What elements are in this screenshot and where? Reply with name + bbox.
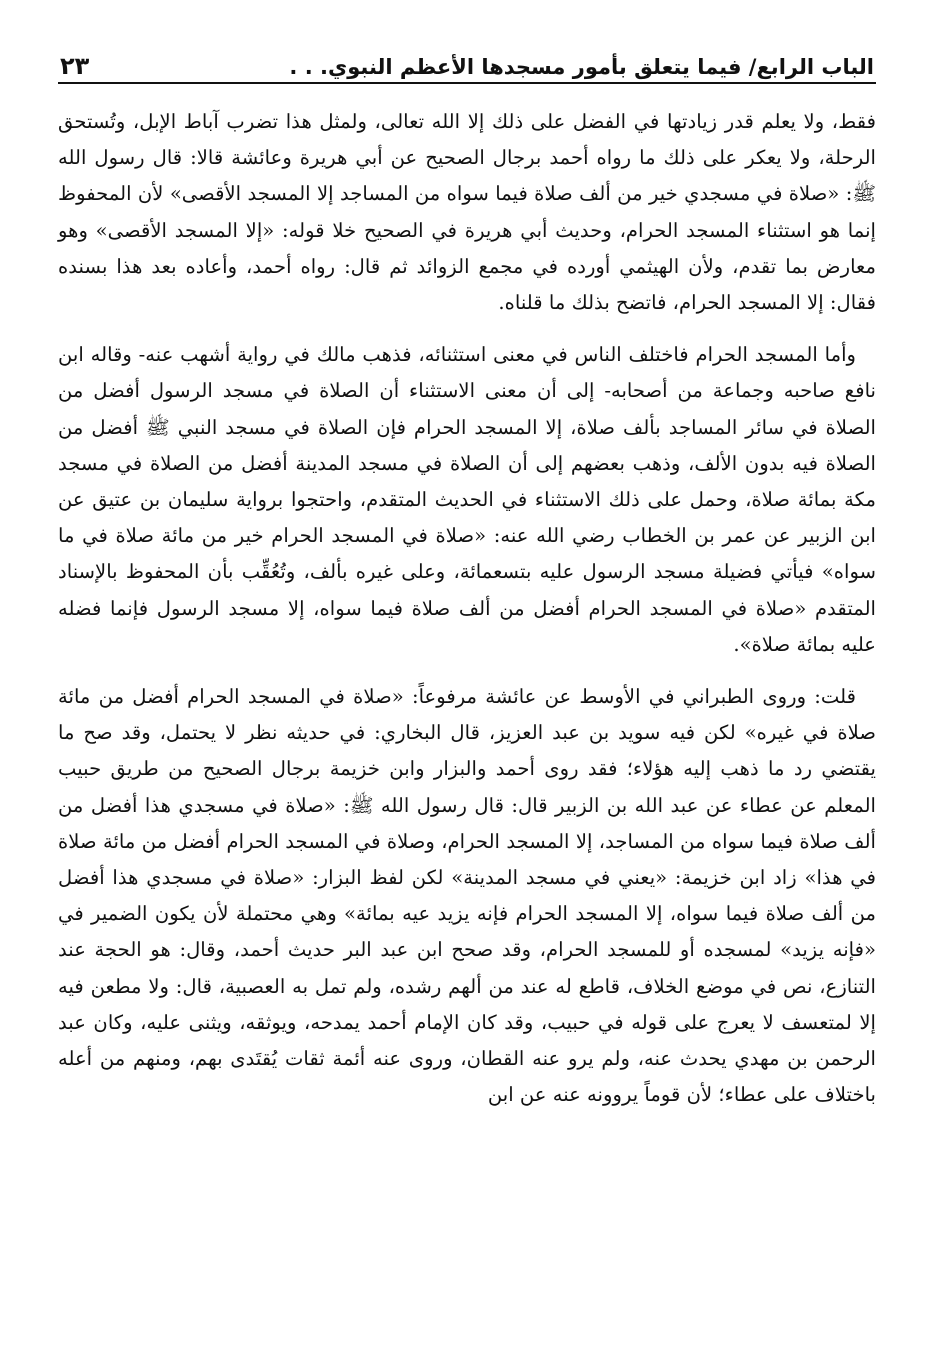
paragraph-1: فقط، ولا يعلم قدر زيادتها في الفضل على ذلك إلا الله تعالى، ولمثل هذا تضرب آباط الإبل، وتُستحق الرحلة، ولا يعكر على ذلك ما رواه أحمد برجال الصحيح عن أبي هريرة وعائشة قالا: قال رسول الله ﷺ: «صلاة في مسجدي خير من ألف صلاة فيما سواه من المساجد إلا المسجد الأقصى» لأن المحفوظ إنما هو استثناء المسجد الحرام، وحديث أبي هريرة في الصحيح خلا قوله: «إلا المسجد الأقصى» وهو معارض بما تقدم، ولأن الهيثمي أورده في مجمع الزوائد ثم قال: رواه أحمد، وأعاده بعد هذا بسنده فقال: إلا المسجد الحرام، فاتضح بذلك ما قلناه. (58, 110, 876, 315)
body-text (58, 104, 876, 1113)
chapter-title: الباب الرابع/ فيما يتعلق بأمور مسجدها الأعظم النبوي. . . (289, 55, 874, 79)
book-page (58, 40, 876, 1340)
paragraph-3: قلت: وروى الطبراني في الأوسط عن عائشة مرفوعاً: «صلاة في المسجد الحرام أفضل من مائة صلاة في غيره» لكن فيه سويد بن عبد العزيز، قال البخاري: في حديثه نظر لا يحتمل، وقد صح ما يقتضي رد ما ذهب إليه هؤلاء؛ فقد روى أحمد والبزار وابن خزيمة برجال الصحيح من طريق حبيب المعلم عن عطاء عن عبد الله بن الزبير قال: قال رسول الله ﷺ: «صلاة في مسجدي هذا أفضل من ألف صلاة فيما سواه من المساجد، إلا المسجد الحرام، وصلاة في المسجد الحرام أفضل من مائة صلاة في هذا» زاد ابن خزيمة: «يعني في مسجد المدينة» لكن لفظ البزار: «صلاة في مسجدي هذا أفضل من ألف صلاة فيما سواه، إلا المسجد الحرام فإنه يزيد عيه بمائة» وهي محتملة لأن يكون الضمير في «فإنه يزيد» لمسجده أو للمسجد الحرام، وقد صحح ابن عبد البر حديث أحمد، وقال: هو الحجة عند التنازع، نص في موضع الخلاف، قاطع له عند من ألهم رشده، ولم تمل به العصبية، قال: ولا مطعن فيه إلا لمتعسف لا يعرج على قوله في حبيب، وقد كان الإمام أحمد يمدحه، ويوثقه، ويثنى عليه، وكان عبد الرحمن بن مهدي يحدث عنه، ولم يرو عنه القطان، وروى عنه أئمة ثقات يُقتَدى بهم، ومنهم من أعله باختلاف على عطاء؛ لأن قوماً يروونه عنه عن ابن (58, 685, 876, 1107)
running-header (58, 40, 876, 84)
paragraph-2: وأما المسجد الحرام فاختلف الناس في معنى استثنائه، فذهب مالك في رواية أشهب عنه- وقاله ابن نافع صاحبه وجماعة من أصحابه- إلى أن معنى الاستثناء أن الصلاة في مسجد الرسول أفضل من الصلاة في سائر المساجد بألف صلاة، إلا المسجد الحرام فإن الصلاة في مسجد النبي ﷺ أفضل من الصلاة فيه بدون الألف، وذهب بعضهم إلى أن الصلاة في مسجد المدينة أفضل من الصلاة في مسجد مكة بمائة صلاة، وحمل على ذلك الاستثناء في الحديث المتقدم، واحتجوا برواية سليمان بن عتيق عن ابن الزبير عن عمر بن الخطاب رضي الله عنه: «صلاة في المسجد الحرام خير من مائة صلاة في ما سواه» فيأتي فضيلة مسجد الرسول عليه بتسعمائة، وعلى غيره بألف، وتُعُقِّب بأن المحفوظ بالإسناد المتقدم «صلاة في المسجد الحرام أفضل من ألف صلاة فيما سواه، إلا مسجد الرسول فإنما فضله عليه بمائة صلاة». (58, 343, 876, 656)
page-number: ٢٣ (60, 52, 90, 80)
